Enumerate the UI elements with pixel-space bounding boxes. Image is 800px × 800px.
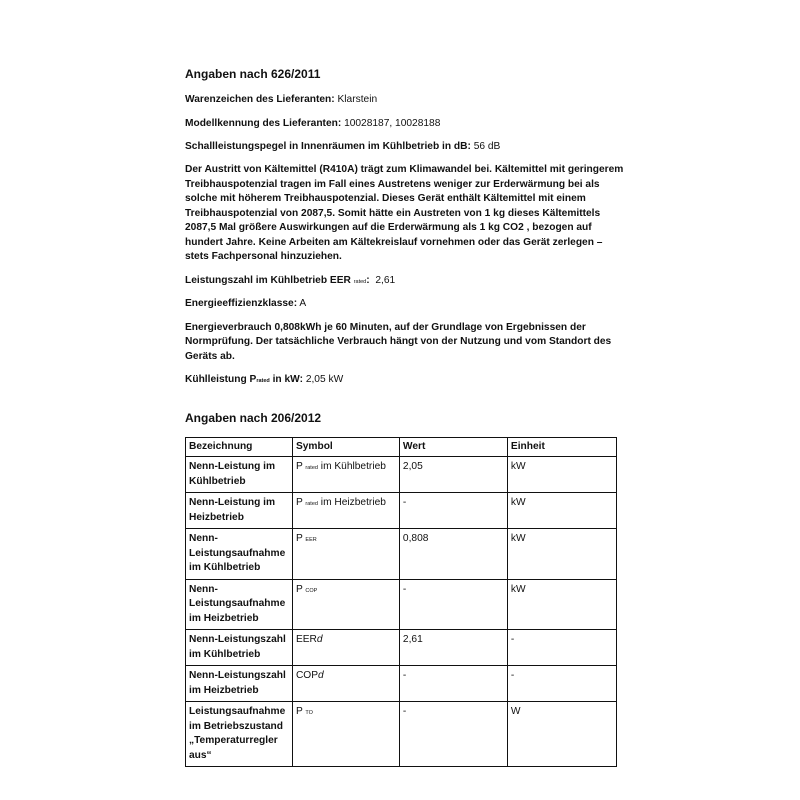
row-name: Leistungsaufnahme im Betriebszustand „Temperaturregler aus“ [186, 702, 293, 767]
row-symbol: P TO [292, 702, 399, 767]
row-unit: kW [507, 529, 616, 579]
row-symbol: P COP [292, 579, 399, 629]
trademark-label: Warenzeichen des Lieferanten: [185, 94, 335, 106]
sound-label: Schallleistungspegel in Innenräumen im Kühlbetrieb in dB: [185, 141, 471, 152]
table-row [186, 579, 617, 629]
document-content [185, 66, 625, 767]
cooling-power-label-post: in kW: [269, 374, 303, 386]
table-row [186, 493, 617, 529]
row-unit: kW [507, 493, 616, 529]
eer-value: 2,61 [375, 274, 396, 286]
table-row [186, 457, 617, 493]
model-label: Modellkennung des Lieferanten: [185, 117, 342, 129]
row-unit: - [507, 630, 616, 666]
table-row [186, 529, 617, 579]
row-symbol: P rated im Kühlbetrieb [292, 457, 399, 493]
cooling-power-line [185, 373, 625, 387]
row-value: 2,61 [399, 630, 507, 666]
model-line [185, 117, 625, 131]
row-unit: - [507, 666, 616, 702]
row-value: - [399, 666, 507, 702]
row-unit: kW [507, 579, 616, 629]
cooling-power-subscript: rated [256, 378, 270, 385]
row-value: - [399, 579, 507, 629]
trademark-value: Klarstein [334, 94, 378, 106]
row-unit: W [507, 702, 616, 767]
row-symbol: P rated im Heizbetrieb [292, 493, 399, 529]
table-row [186, 702, 617, 767]
cooling-power-value: 2,05 kW [302, 374, 344, 386]
header-symbol: Symbol [292, 437, 399, 456]
row-name: Nenn-Leistungszahl im Kühlbetrieb [186, 630, 293, 666]
eer-colon: : [366, 274, 370, 286]
refrigerant-paragraph [185, 163, 625, 264]
consumption-text: Energieverbrauch 0,808kWh je 60 Minuten, auf der Grundlage von Ergebnissen der Normprüfung. Der tatsächliche Verbrauch hängt von der Nutzung und vom Standort des Geräts ab. [185, 321, 612, 362]
table-header-row [186, 437, 617, 456]
row-name: Nenn-Leistungsaufnahme im Kühlbetrieb [186, 529, 293, 579]
row-value: - [399, 493, 507, 529]
header-wert: Wert [399, 437, 507, 456]
section-heading-206: Angaben nach 206/2012 [185, 410, 322, 425]
sound-value: 56 dB [470, 141, 501, 152]
cooling-power-label-pre: Kühlleistung P [185, 374, 257, 386]
row-symbol: EERd [292, 630, 399, 666]
header-bezeichnung: Bezeichnung [186, 437, 293, 456]
refrigerant-text: Der Austritt von Kältemittel (R410A) trägt zum Klimawandel bei. Kältemittel mit geringerem Treibhauspotenzial tragen im Fall eines Austretens weniger zur Erderwärmung bei als solche mit höherem Treibhauspotenzial. Dieses Gerät enthält Kältemittel mit einem Treibhauspotenzial von 2087,5. Somit hätte ein Austreten von 1 kg dieses Kältemittels 2087,5 Mal größere Auswirkungen auf die Erderwärmung als 1 kg CO2 , bezogen auf hundert Jahre. Keine Arbeiten am Kältekreislauf vornehmen oder das Gerät zerlegen – stets Fachpersonal hinzuziehen. [185, 164, 624, 263]
row-name: Nenn-Leistungszahl im Heizbetrieb [186, 666, 293, 702]
section-heading-626: Angaben nach 626/2011 [185, 67, 321, 81]
spec-table [185, 437, 617, 767]
energy-class-line [185, 297, 625, 311]
row-symbol: COPd [292, 666, 399, 702]
eer-line [185, 274, 625, 288]
row-symbol: P EER [292, 529, 399, 579]
header-einheit: Einheit [507, 437, 616, 456]
consumption-paragraph [185, 321, 625, 364]
sound-line [185, 140, 625, 154]
table-row [186, 630, 617, 666]
row-unit: kW [507, 457, 616, 493]
eer-label: Leistungszahl im Kühlbetrieb EER [185, 274, 351, 286]
eer-subscript: rated [353, 278, 367, 285]
row-value: 0,808 [399, 529, 507, 579]
row-name: Nenn-Leistung im Kühlbetrieb [186, 457, 293, 493]
row-name: Nenn-Leistung im Heizbetrieb [186, 493, 293, 529]
energy-class-label: Energieeffizienzklasse: [185, 298, 298, 310]
row-value: 2,05 [399, 457, 507, 493]
energy-class-value: A [297, 298, 307, 310]
row-value: - [399, 702, 507, 767]
table-row [186, 666, 617, 702]
trademark-line [185, 93, 625, 107]
model-value: 10028187, 10028188 [341, 117, 441, 129]
row-name: Nenn-Leistungsaufnahme im Heizbetrieb [186, 579, 293, 629]
